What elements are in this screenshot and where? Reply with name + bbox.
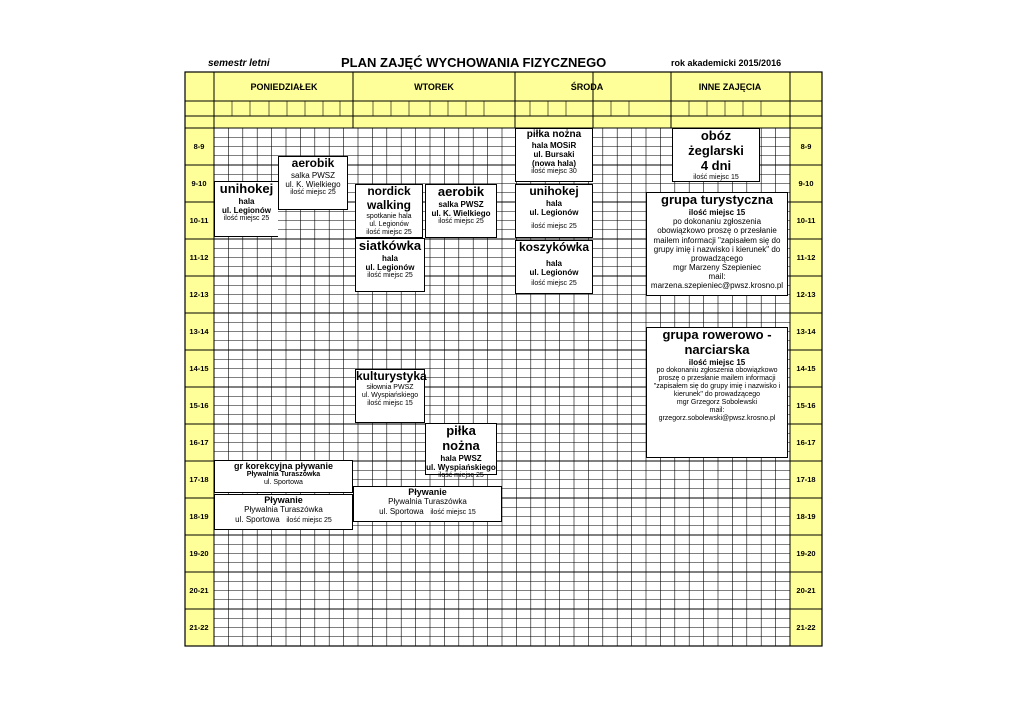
event-line: obowiązkowo proszę o przesłanie <box>657 226 777 236</box>
event-line: ul. Sportowa <box>264 479 303 487</box>
event-line: ul. Legionów <box>529 207 579 217</box>
event-line: hala <box>238 196 255 206</box>
event-line: prowadzącego <box>690 253 744 263</box>
event-line: ul. Legionów <box>222 206 271 216</box>
hour-label-right: 13-14 <box>796 327 816 336</box>
event-line: Pływalnia Turaszówka <box>246 471 321 479</box>
hour-label-right: 12-13 <box>796 290 816 299</box>
event-capacity: ilość miejsc 25 <box>366 228 412 236</box>
event-line: hala <box>545 258 562 268</box>
event-capacity: ilość miejsc 25 <box>223 215 270 223</box>
event-title: Pływanie <box>408 487 447 497</box>
hour-label-right: 17-18 <box>796 475 816 484</box>
event-title: aerobik <box>437 184 485 199</box>
event-line: mgr Marzeny Szepieniec <box>672 263 762 273</box>
event-capacity: ilość miejsc 25 <box>367 272 413 280</box>
event-title: grupa turystyczna <box>661 192 773 207</box>
event-capacity: ilość miejsc 15 <box>430 508 476 516</box>
event-line: mail: <box>709 407 725 415</box>
event-capacity: ilość miejsc 15 <box>693 173 739 181</box>
event-capacity: ilość miejsc 30 <box>531 168 577 176</box>
event-grupa-turystyczna <box>646 192 788 296</box>
event-line: salka PWSZ <box>290 170 335 180</box>
event-koszykowka <box>515 240 593 294</box>
event-line: hala <box>381 253 398 263</box>
hour-label-left: 11-12 <box>189 253 209 262</box>
event-line: Pływalnia Turaszówka <box>388 497 467 507</box>
hour-label-left: 10-11 <box>189 216 209 225</box>
column-heading: INNE ZAJĘCIA <box>698 82 762 92</box>
hour-label-right: 11-12 <box>796 253 816 262</box>
hour-label-left: 17-18 <box>189 475 209 484</box>
event-title: koszykówka <box>518 240 590 254</box>
event-line: Pływalnia Turaszówka <box>244 505 323 515</box>
event-plywanie-tuesday <box>353 486 502 522</box>
hour-label-right: 8-9 <box>800 142 812 151</box>
event-title: unihokej <box>529 184 579 198</box>
hour-label-right: 15-16 <box>796 401 816 410</box>
event-capacity: ilość miejsc 25 <box>438 218 484 226</box>
event-capacity: ilość miejsc 25 <box>438 472 484 480</box>
hour-label-left: 9-10 <box>191 179 207 188</box>
event-pilka-nozna-wednesday <box>515 128 593 182</box>
hour-label-left: 13-14 <box>189 327 209 336</box>
event-unihokej-wednesday <box>515 184 593 238</box>
hour-label-left: 16-17 <box>189 438 209 447</box>
event-line: ul. Legionów <box>369 220 409 228</box>
event-line: proszę o przesłanie mailem informacji <box>658 375 776 383</box>
event-line: spotkanie hala <box>366 212 412 220</box>
event-line: (nowa hala) <box>531 158 576 168</box>
event-line: ul. Legionów <box>529 267 579 277</box>
event-siatkowka <box>355 238 425 292</box>
event-title: unihokej <box>219 181 274 196</box>
event-line: mgr Grzegorz Sobolewski <box>676 399 758 407</box>
event-line: ul. Legionów <box>365 263 415 273</box>
hour-label-left: 19-20 <box>189 549 209 558</box>
event-title: siatkówka <box>358 238 422 253</box>
event-capacity: ilość miejsc 25 <box>290 189 336 197</box>
event-title: piłka nożna <box>442 423 480 453</box>
event-line: ul. K. Wielkiego <box>285 179 341 189</box>
event-line: mail: <box>708 272 726 282</box>
hour-label-left: 12-13 <box>189 290 209 299</box>
event-line: kierunek" do prowadzącego <box>673 391 761 399</box>
hour-label-left: 14-15 <box>189 364 209 373</box>
event-title: Pływanie <box>264 495 303 505</box>
event-line <box>215 515 352 525</box>
event-title: kulturystyka <box>356 369 427 383</box>
event-title: gr korekcyjna pływanie <box>233 461 334 471</box>
hour-label-right: 9-10 <box>798 179 814 188</box>
event-nordic-walking <box>355 184 423 238</box>
hour-label-right: 20-21 <box>796 586 816 595</box>
event-oboz-zeglarski <box>672 128 760 182</box>
hour-label-right: 19-20 <box>796 549 816 558</box>
event-grupa-rowerowo-narciarska <box>646 327 788 458</box>
event-line: hala PWSZ <box>440 453 482 463</box>
event-capacity: ilość miejsc 25 <box>531 280 577 288</box>
event-gr-korekcyjna-plywanie <box>214 460 353 493</box>
event-title: obóz żeglarski <box>688 128 744 158</box>
hour-label-right: 21-22 <box>796 623 816 632</box>
event-line: ul. K. Wielkiego <box>431 209 491 219</box>
event-line: grzegorz.sobolewski@pwsz.krosno.pl <box>658 415 776 423</box>
event-line: salka PWSZ <box>438 199 484 209</box>
hour-label-left: 21-22 <box>189 623 209 632</box>
event-line: po dokonaniu zgłoszenia <box>672 217 762 227</box>
semester-label: semestr letni <box>208 58 270 69</box>
event-line: hala <box>545 198 562 208</box>
hour-label-right: 18-19 <box>796 512 816 521</box>
event-line: marzena.szepieniec@pwsz.krosno.pl <box>650 281 784 291</box>
event-title: aerobik <box>291 156 335 170</box>
event-line: ul. Wyspiańskiego <box>361 391 419 399</box>
hour-label-right: 14-15 <box>796 364 816 373</box>
hour-label-left: 18-19 <box>189 512 209 521</box>
hour-label-left: 15-16 <box>189 401 209 410</box>
event-line: po dokonaniu zgłoszenia obowiązkowo <box>656 367 778 375</box>
event-address: ul. Sportowa <box>235 514 280 524</box>
column-heading: PONIEDZIAŁEK <box>250 82 318 92</box>
academic-year: rok akademicki 2015/2016 <box>671 58 782 68</box>
event-title: nordick walking <box>366 184 411 212</box>
page-title: PLAN ZAJĘĆ WYCHOWANIA FIZYCZNEGO <box>341 55 607 70</box>
column-heading: WTOREK <box>414 82 454 92</box>
event-address: ul. Sportowa <box>379 506 424 516</box>
event-capacity: ilość miejsc 25 <box>286 516 332 524</box>
event-capacity: ilość miejsc 15 <box>688 357 746 367</box>
event-aerobik-tuesday <box>425 184 497 238</box>
hour-label-left: 8-9 <box>193 142 205 151</box>
event-pilka-nozna-tuesday <box>425 423 497 480</box>
event-line: siłownia PWSZ <box>366 383 414 391</box>
event-kulturystyka <box>355 369 425 423</box>
hour-label-right: 16-17 <box>796 438 816 447</box>
event-line: 4 dni <box>700 157 732 173</box>
event-plywanie-monday <box>214 494 353 530</box>
event-capacity: ilość miejsc 15 <box>688 207 746 217</box>
event-line: hala MOSiR <box>531 140 577 150</box>
event-title: grupa rowerowo - narciarska <box>662 327 772 357</box>
event-line: ul. Bursaki <box>533 149 575 159</box>
event-title: piłka nożna <box>526 129 582 140</box>
hour-label-right: 10-11 <box>796 216 816 225</box>
column-heading: ŚRODA <box>570 82 604 92</box>
event-line: grupy imię i nazwisko i kierunek" do <box>653 244 781 254</box>
event-line <box>354 507 501 517</box>
event-line: mailem informacji "zapisałem się do <box>653 235 781 245</box>
header-background <box>185 72 822 128</box>
event-line: "zapisałem się do grupy imię i nazwisko i <box>653 383 781 391</box>
hour-label-left: 20-21 <box>189 586 209 595</box>
event-capacity: ilość miejsc 25 <box>531 223 577 231</box>
event-aerobik-monday <box>278 156 348 210</box>
event-line: ul. Wyspiańskiego <box>426 463 496 473</box>
event-unihokej-monday <box>214 181 278 237</box>
event-capacity: ilość miejsc 15 <box>367 399 413 407</box>
